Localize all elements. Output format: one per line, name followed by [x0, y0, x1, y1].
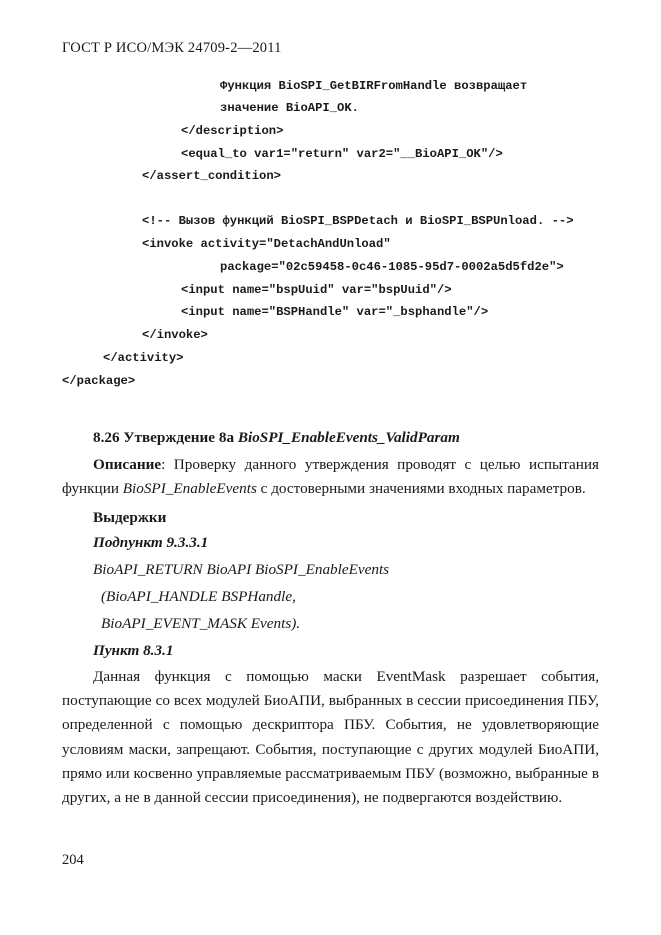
subclause-label: Подпункт 9.3.3.1 — [93, 534, 209, 551]
code-line: <invoke activity="DetachAndUnload" — [142, 237, 391, 251]
signature-line: (BioAPI_HANDLE BSPHandle, — [101, 588, 296, 605]
code-line: значение BioAPI_OK. — [220, 101, 359, 115]
signature-line: BioAPI_RETURN BioAPI BioSPI_EnableEvents — [93, 561, 390, 578]
excerpts-label: Выдержки — [93, 509, 167, 526]
document-header: ГОСТ Р ИСО/МЭК 24709-2—2011 — [62, 40, 282, 56]
code-line: <equal_to var1="return" var2="__BioAPI_OK"/> — [181, 147, 503, 161]
code-line: package="02c59458-0c46-1085-95d7-0002a5d5fd2e"> — [220, 260, 564, 274]
code-line: Функция BioSPI_GetBIRFromHandle возвращает — [220, 79, 528, 93]
description-function-name: BioSPI_EnableEvents — [122, 479, 257, 497]
clause-label: Пункт 8.3.1 — [93, 642, 174, 659]
page-number: 204 — [62, 852, 84, 868]
section-number-title: 8.26 Утверждение 8а — [93, 429, 235, 446]
description-label: Описание — [93, 456, 162, 473]
code-line: </assert_condition> — [142, 169, 281, 183]
code-line: </activity> — [103, 351, 184, 365]
code-line: <input name="BSPHandle" var="_bsphandle"/> — [181, 305, 489, 319]
description-text-before: : Проверку данного утверждения проводят с целью испытания функции — [62, 456, 599, 497]
clause-body: Данная функция с помощью маски EventMask разрешает события, поступающие со всех модулей БиоАПИ, выбранных в сессии присоединения ПБУ, определенной с помощью дескриптора ПБУ. События, не удовлетворяющие условиям маски, запрещают. События, поступающие с других модулей БиоАПИ, прямо или косвенно управляемые рассматриваемым ПБУ (возможно, выбранные в других, а не в данной сессии присоединения), не подвергаются воздействию. — [62, 668, 599, 807]
code-line: <!-- Вызов функций BioSPI_BSPDetach и BioSPI_BSPUnload. --> — [142, 214, 574, 228]
code-line: </package> — [62, 374, 136, 388]
section-assertion-name: BioSPI_EnableEvents_ValidParam — [237, 429, 460, 446]
code-line: </description> — [181, 124, 284, 138]
code-line: </invoke> — [142, 328, 208, 342]
description-text-after: с достоверными значениями входных параметров. — [256, 479, 586, 497]
section-heading — [93, 428, 460, 448]
description-paragraph — [62, 453, 599, 500]
signature-line: BioAPI_EVENT_MASK Events). — [101, 615, 301, 632]
code-line: <input name="bspUuid" var="bspUuid"/> — [181, 283, 452, 297]
